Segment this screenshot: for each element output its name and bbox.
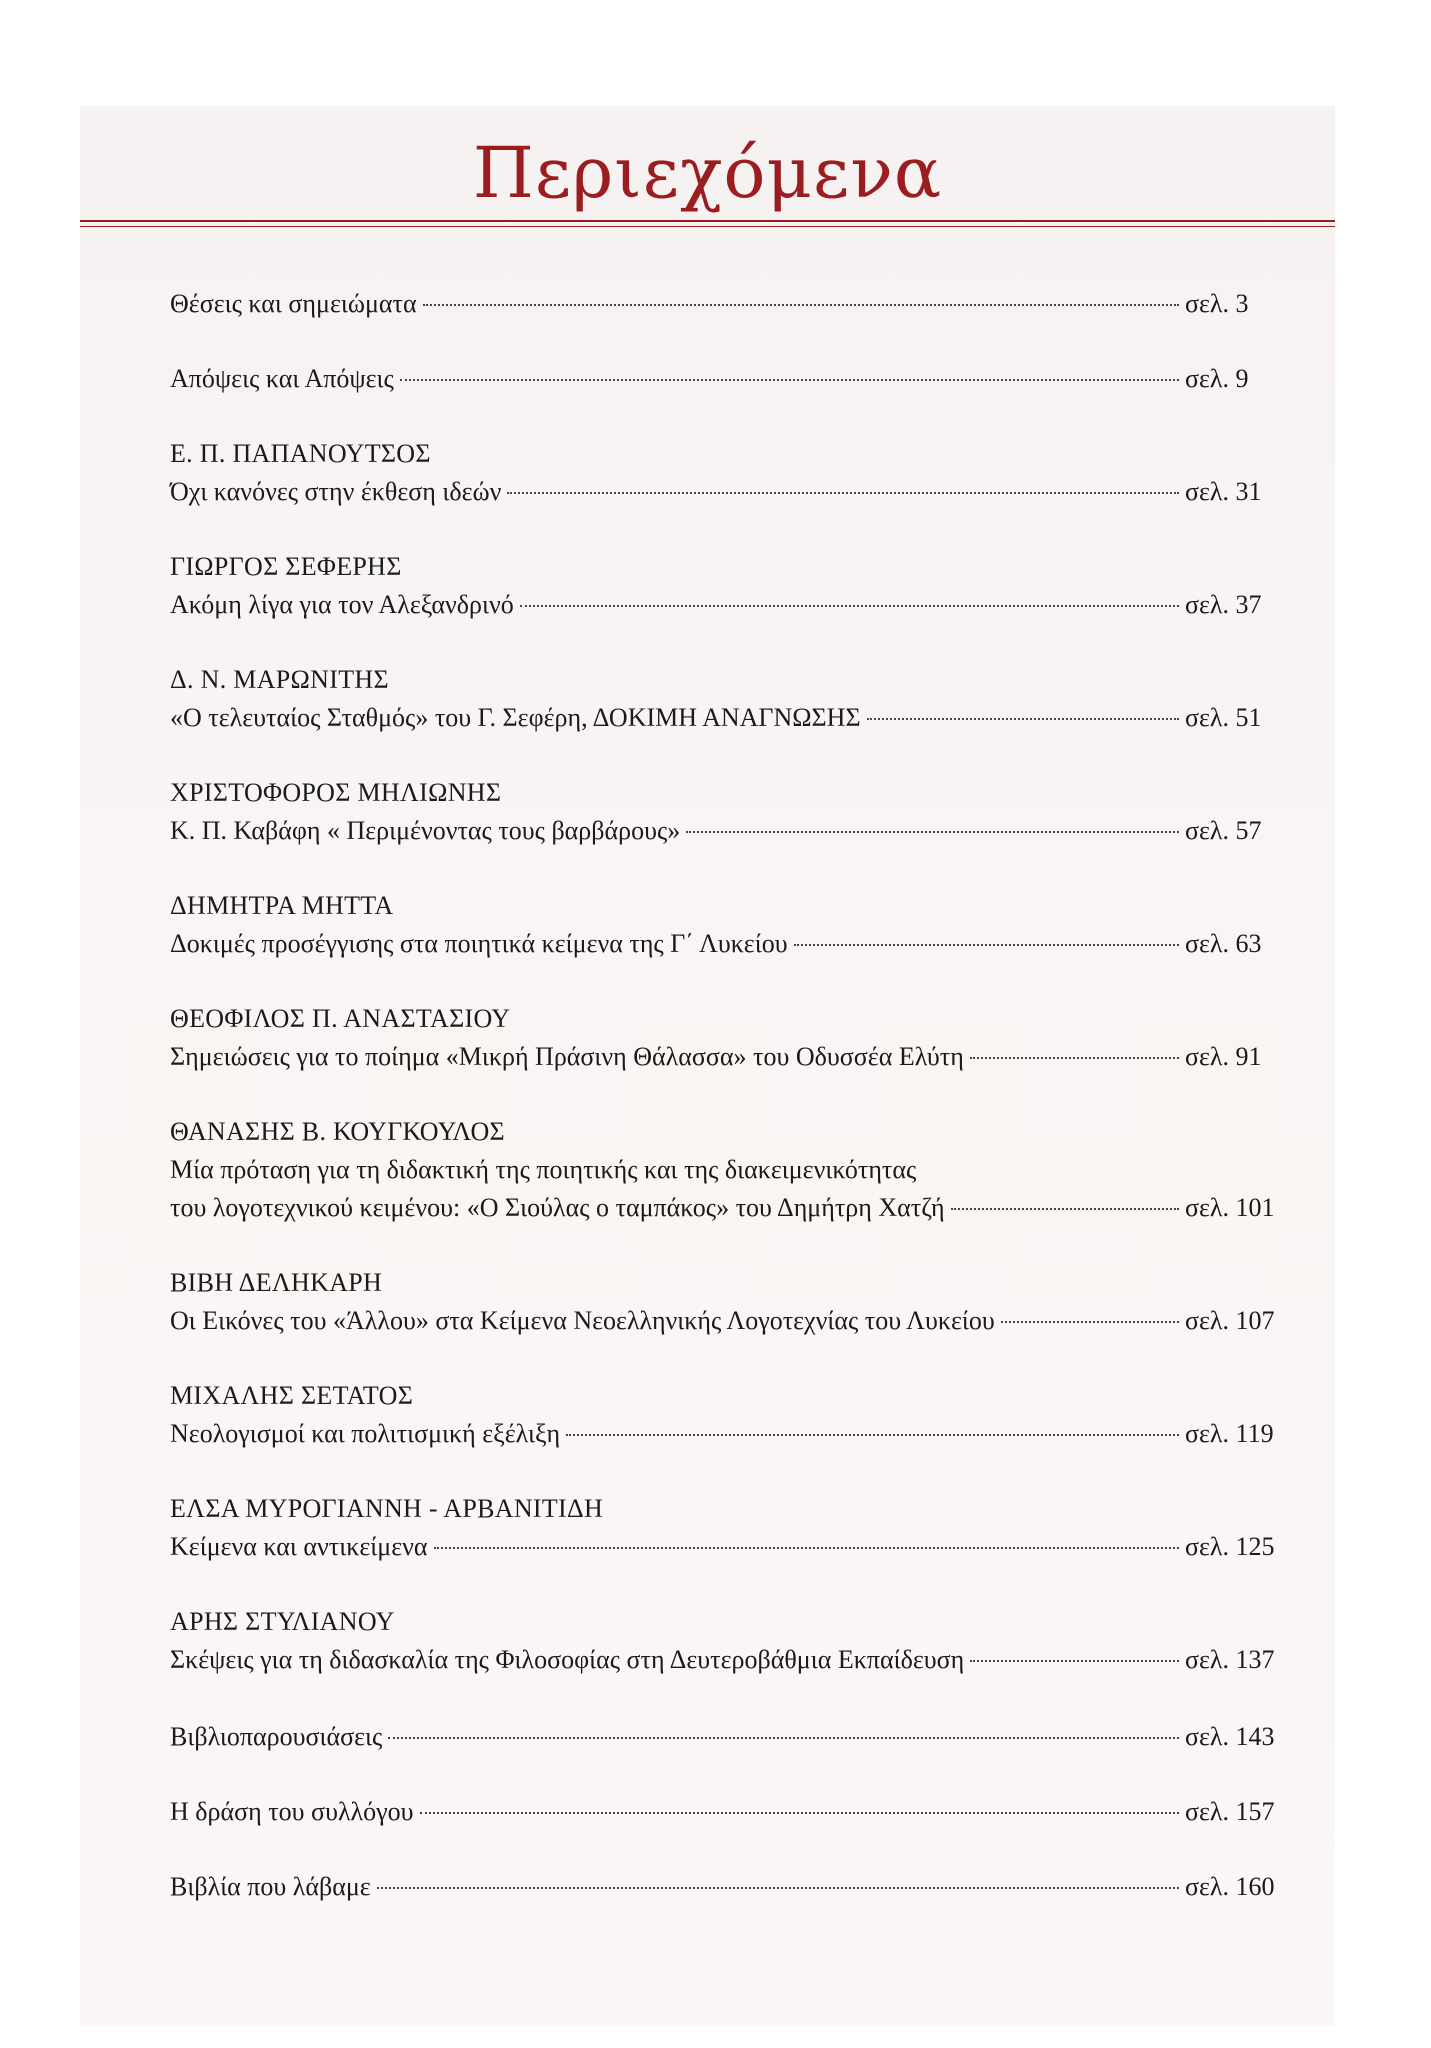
entry-title: Ακόμη λίγα για τον Αλεξανδρινό	[170, 590, 514, 619]
toc-entry[interactable]	[170, 1113, 1280, 1227]
toc-entry[interactable]	[170, 1264, 1280, 1340]
entry-page: σελ. 137	[1185, 1645, 1275, 1674]
entry-title: Νεολογισμοί και πολιτισμική εξέλιξη	[170, 1419, 561, 1448]
entry-author: ΘΕΟΦΙΛΟΣ Π. ΑΝΑΣΤΑΣΙΟΥ	[170, 1004, 511, 1033]
toc-entry[interactable]	[170, 1603, 1280, 1679]
toc-entry[interactable]	[170, 1377, 1280, 1453]
entry-page: σελ. 31	[1185, 477, 1262, 506]
entry-title: Βιβλία που λάβαμε	[170, 1872, 371, 1901]
leader-dots	[434, 1547, 1180, 1549]
entry-title: Κ. Π. Καβάφη « Περιμένοντας τους βαρβάρους»	[170, 816, 681, 845]
entry-title: Απόψεις και Απόψεις	[170, 364, 394, 393]
leader-dots	[507, 492, 1179, 494]
title-rule-top	[80, 220, 1335, 222]
toc-entry[interactable]	[170, 1000, 1280, 1076]
entry-author: ΧΡΙΣΤΟΦΟΡΟΣ ΜΗΛΙΩΝΗΣ	[170, 778, 502, 807]
entry-page: σελ. 119	[1185, 1419, 1274, 1448]
entry-page: σελ. 143	[1185, 1722, 1275, 1751]
entry-title: Όχι κανόνες στην έκθεση ιδεών	[170, 477, 502, 506]
entry-title: Σκέψεις για τη διδασκαλία της Φιλοσοφίας στη Δευτεροβάθμια Εκπαίδευση	[170, 1645, 965, 1674]
toc-entry[interactable]	[170, 661, 1280, 737]
entry-page: σελ. 160	[1185, 1872, 1275, 1901]
entry-title: του λογοτεχνικού κειμένου: «Ο Σιούλας ο ταμπάκος» του Δημήτρη Χατζή	[170, 1193, 945, 1222]
entry-title: Η δράση του συλλόγου	[170, 1797, 414, 1826]
entry-page: σελ. 57	[1185, 816, 1262, 845]
leader-dots	[794, 944, 1179, 946]
entry-title: Θέσεις και σημειώματα	[170, 289, 417, 318]
leader-dots	[388, 1737, 1179, 1739]
toc-entry[interactable]	[170, 1718, 1280, 1756]
entry-author: Ε. Π. ΠΑΠΑΝΟΥΤΣΟΣ	[170, 439, 431, 468]
entry-title: Κείμενα και αντικείμενα	[170, 1532, 428, 1561]
entry-author: ΓΙΩΡΓΟΣ ΣΕΦΕΡΗΣ	[170, 552, 402, 581]
entry-author: ΘΑΝΑΣΗΣ Β. ΚΟΥΓΚΟΥΛΟΣ	[170, 1117, 505, 1146]
leader-dots	[686, 831, 1179, 833]
entry-page: σελ. 107	[1185, 1306, 1275, 1335]
entry-page: σελ. 37	[1185, 590, 1262, 619]
entry-page: σελ. 157	[1185, 1797, 1275, 1826]
leader-dots	[377, 1887, 1179, 1889]
toc-entry[interactable]	[170, 548, 1280, 624]
entry-page: σελ. 9	[1185, 364, 1249, 393]
entry-title: Σημειώσεις για το ποίημα «Μικρή Πράσινη Θάλασσα» του Οδυσσέα Ελύτη	[170, 1042, 964, 1071]
page-sheet	[80, 106, 1335, 2026]
leader-dots	[970, 1660, 1179, 1662]
entry-author: Δ. Ν. ΜΑΡΩΝΙΤΗΣ	[170, 665, 389, 694]
leader-dots	[1001, 1321, 1179, 1323]
entry-page: σελ. 101	[1185, 1193, 1275, 1222]
leader-dots	[520, 605, 1179, 607]
entry-title: Βιβλιοπαρουσιάσεις	[170, 1722, 383, 1751]
entry-author: ΕΛΣΑ ΜΥΡΟΓΙΑΝΝΗ - ΑΡΒΑΝΙΤΙΔΗ	[170, 1494, 604, 1523]
toc-entry[interactable]	[170, 285, 1280, 323]
entry-author: ΑΡΗΣ ΣΤΥΛΙΑΝΟΥ	[170, 1607, 395, 1636]
toc-entry[interactable]	[170, 1868, 1280, 1906]
leader-dots	[423, 304, 1179, 306]
toc-entry[interactable]	[170, 1793, 1280, 1831]
entry-title: Οι Εικόνες του «Άλλου» στα Κείμενα Νεοελληνικής Λογοτεχνίας του Λυκείου	[170, 1306, 995, 1335]
toc-entry[interactable]	[170, 360, 1280, 398]
entry-title: «Ο τελευταίος Σταθμός» του Γ. Σεφέρη, ΔΟΚΙΜΗ ΑΝΑΓΝΩΣΗΣ	[170, 703, 861, 732]
leader-dots	[867, 718, 1179, 720]
toc-entry[interactable]	[170, 435, 1280, 511]
leader-dots	[951, 1208, 1179, 1210]
entry-page: σελ. 91	[1185, 1042, 1262, 1071]
toc-entry[interactable]	[170, 887, 1280, 963]
leader-dots	[970, 1057, 1179, 1059]
page-title: Περιεχόμενα	[472, 132, 943, 214]
leader-dots	[420, 1812, 1179, 1814]
entry-title-line: Μία πρόταση για τη διδακτική της ποιητικής και της διακειμενικότητας	[170, 1155, 917, 1184]
entry-page: σελ. 51	[1185, 703, 1262, 732]
title-rule-bottom	[80, 226, 1335, 227]
entry-title: Δοκιμές προσέγγισης στα ποιητικά κείμενα της Γ΄ Λυκείου	[170, 929, 788, 958]
toc-entry[interactable]	[170, 774, 1280, 850]
entry-page: σελ. 125	[1185, 1532, 1275, 1561]
entry-page: σελ. 3	[1185, 289, 1249, 318]
entry-author: ΔΗΜΗΤΡΑ ΜΗΤΤΑ	[170, 891, 394, 920]
entry-author: ΒΙΒΗ ΔΕΛΗΚΑΡΗ	[170, 1268, 383, 1297]
entry-page: σελ. 63	[1185, 929, 1262, 958]
entry-author: ΜΙΧΑΛΗΣ ΣΕΤΑΤΟΣ	[170, 1381, 414, 1410]
leader-dots	[400, 379, 1179, 381]
toc-entry[interactable]	[170, 1490, 1280, 1566]
leader-dots	[566, 1434, 1179, 1436]
